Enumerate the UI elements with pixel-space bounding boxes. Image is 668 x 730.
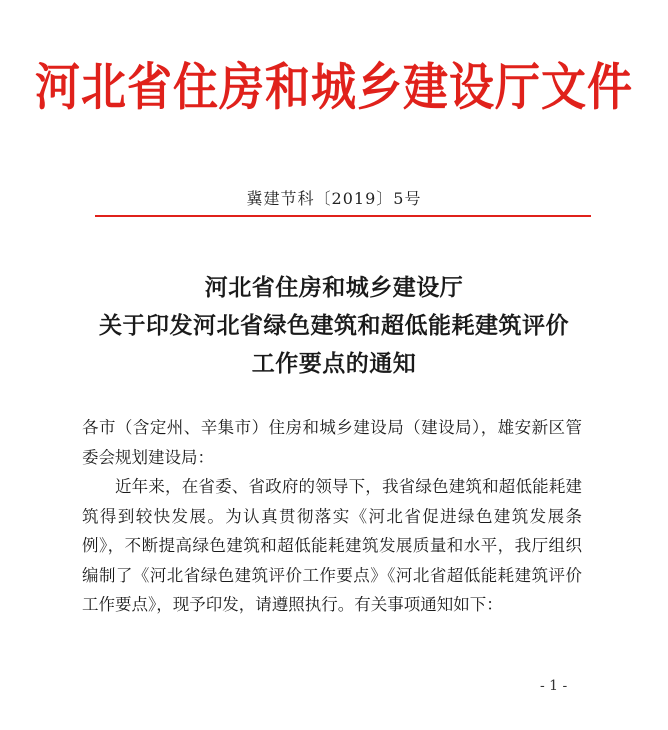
notice-title-line-3: 工作要点的通知 xyxy=(251,350,417,377)
notice-title xyxy=(0,269,668,383)
notice-title-line-2: 关于印发河北省绿色建筑和超低能耗建筑评价 xyxy=(99,312,569,339)
document-header-title: 河北省住房和城乡建设厅文件 xyxy=(34,57,633,117)
document-body xyxy=(82,413,582,620)
body-paragraph: 近年来，在省委、省政府的领导下，我省绿色建筑和超低能耗建筑得到较快发展。为认真贯彻落实《河北省促进绿色建筑发展条例》，不断提高绿色建筑和超低能耗建筑发展质量和水平，我厅组织编制了《河北省绿色建筑评价工作要点》《河北省超低能耗建筑评价工作要点》，现予印发，请遵照执行。有关事项通知如下： xyxy=(82,477,582,614)
notice-title-line-1: 河北省住房和城乡建设厅 xyxy=(204,274,464,301)
page-number: - 1 - xyxy=(540,678,568,694)
red-divider-line xyxy=(95,215,591,217)
document-number: 冀建节科〔2019〕5号 xyxy=(246,189,422,208)
salutation: 各市（含定州、辛集市）住房和城乡建设局（建设局），雄安新区管委会规划建设局： xyxy=(82,418,582,467)
